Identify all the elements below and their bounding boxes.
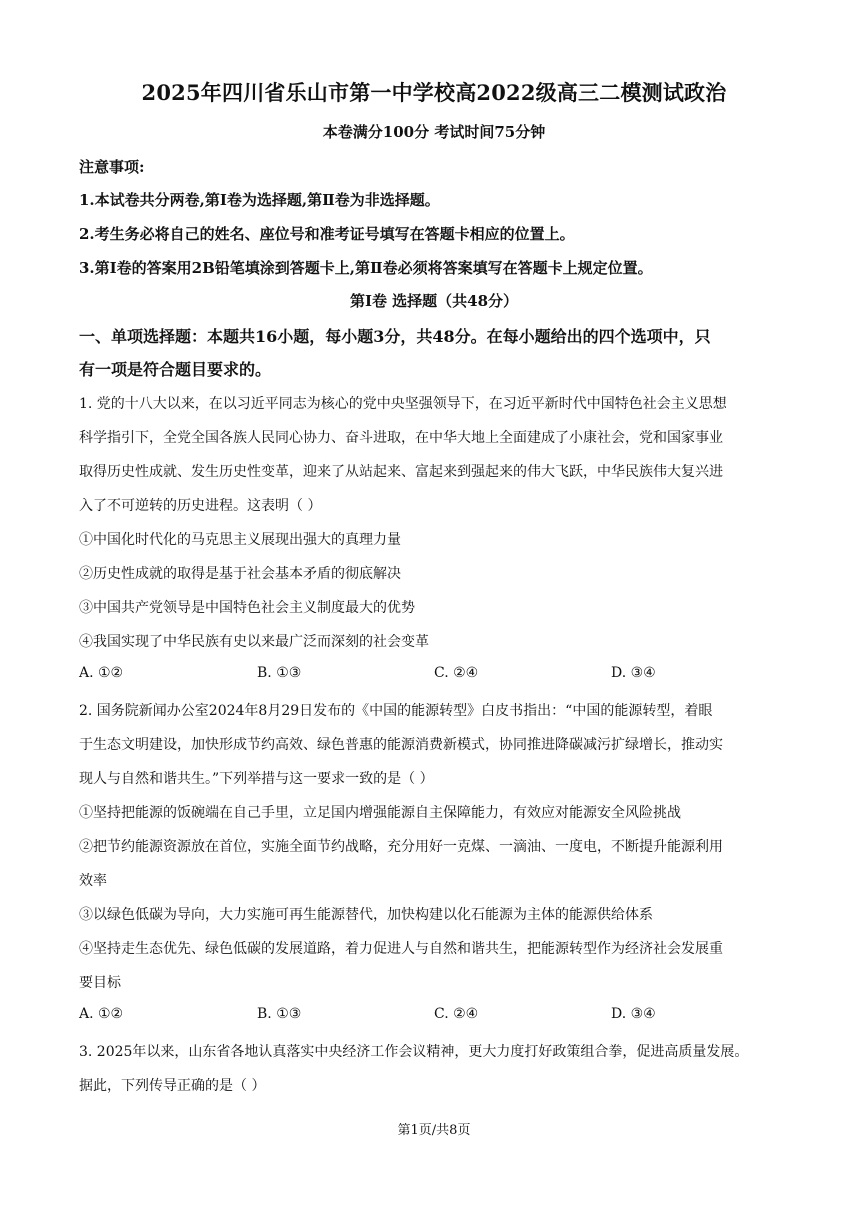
- answer-option-b: B. ①③: [257, 665, 302, 681]
- page-number: 第1页/共8页: [397, 1123, 471, 1138]
- question-stem: 2. 国务院新闻办公室2024年8月29日发布的《中国的能源转型》白皮书指出：“中国的能源转型，着眼: [79, 703, 713, 719]
- question-statement: ③中国共产党领导是中国特色社会主义制度最大的优势: [79, 600, 415, 616]
- answer-option-c: C. ②④: [434, 1006, 479, 1022]
- question-stem: 于生态文明建设，加快形成节约高效、绿色普惠的能源消费新模式，协同推进降碳减污扩绿增长，推动实: [79, 737, 723, 753]
- question-statement: ③以绿色低碳为导向，大力实施可再生能源替代，加快构建以化石能源为主体的能源供给体系: [79, 907, 653, 923]
- notice-heading: 注意事项:: [79, 158, 145, 176]
- question-statement: ①中国化时代化的马克思主义展现出强大的真理力量: [79, 532, 401, 548]
- question-statement: ④我国实现了中华民族有史以来最广泛而深刻的社会变革: [79, 634, 429, 650]
- answer-option-c: C. ②④: [434, 665, 479, 681]
- section-title: 第Ⅰ卷 选择题（共48分）: [349, 292, 519, 310]
- question-statement: ①坚持把能源的饭碗端在自己手里，立足国内增强能源自主保障能力，有效应对能源安全风险挑战: [79, 805, 681, 821]
- notice-item: 2.考生务必将自己的姓名、座位号和准考证号填写在答题卡相应的位置上。: [79, 225, 575, 243]
- notice-item: 3.第Ⅰ卷的答案用2B铅笔填涂到答题卡上,第Ⅱ卷必须将答案填写在答题卡上规定位置。: [79, 259, 653, 277]
- answer-option-a: A. ①②: [79, 665, 124, 681]
- answer-option-b: B. ①③: [257, 1006, 302, 1022]
- page-subtitle: 本卷满分100分 考试时间75分钟: [322, 123, 546, 141]
- question-stem: 现人与自然和谐共生。”下列举措与这一要求一致的是（ ）: [79, 771, 434, 787]
- question-stem: 取得历史性成就、发生历史性变革，迎来了从站起来、富起来到强起来的伟大飞跃，中华民族伟大复兴进: [79, 464, 723, 480]
- question-statement: ②历史性成就的取得是基于社会基本矛盾的彻底解决: [79, 566, 401, 582]
- notice-item: 1.本试卷共分两卷,第Ⅰ卷为选择题,第Ⅱ卷为非选择题。: [79, 191, 440, 209]
- part-instructions: 有一项是符合题目要求的。: [79, 360, 272, 379]
- question-statement: 要目标: [79, 975, 121, 991]
- question-stem: 入了不可逆转的历史进程。这表明（ ）: [79, 498, 322, 514]
- question-statement: 效率: [79, 873, 107, 889]
- page-title: 2025年四川省乐山市第一中学校高2022级高三二模测试政治: [141, 80, 727, 105]
- answer-option-a: A. ①②: [79, 1006, 124, 1022]
- question-statement: ②把节约能源资源放在首位，实施全面节约战略，充分用好一克煤、一滴油、一度电，不断提升能源利用: [79, 839, 723, 855]
- question-stem: 据此，下列传导正确的是（ ）: [79, 1078, 266, 1094]
- question-stem: 1. 党的十八大以来，在以习近平同志为核心的党中央坚强领导下，在习近平新时代中国特色社会主义思想: [79, 396, 727, 412]
- answer-option-d: D. ③④: [611, 1006, 656, 1022]
- question-stem: 3. 2025年以来，山东省各地认真落实中央经济工作会议精神，更大力度打好政策组合拳，促进高质量发展。: [79, 1044, 749, 1060]
- part-instructions: 一、单项选择题：本题共16小题，每小题3分，共48分。在每小题给出的四个选项中，只: [79, 327, 711, 346]
- answer-option-d: D. ③④: [611, 665, 656, 681]
- question-stem: 科学指引下，全党全国各族人民同心协力、奋斗进取，在中华大地上全面建成了小康社会，党和国家事业: [79, 430, 723, 446]
- question-statement: ④坚持走生态优先、绿色低碳的发展道路，着力促进人与自然和谐共生，把能源转型作为经济社会发展重: [79, 941, 723, 957]
